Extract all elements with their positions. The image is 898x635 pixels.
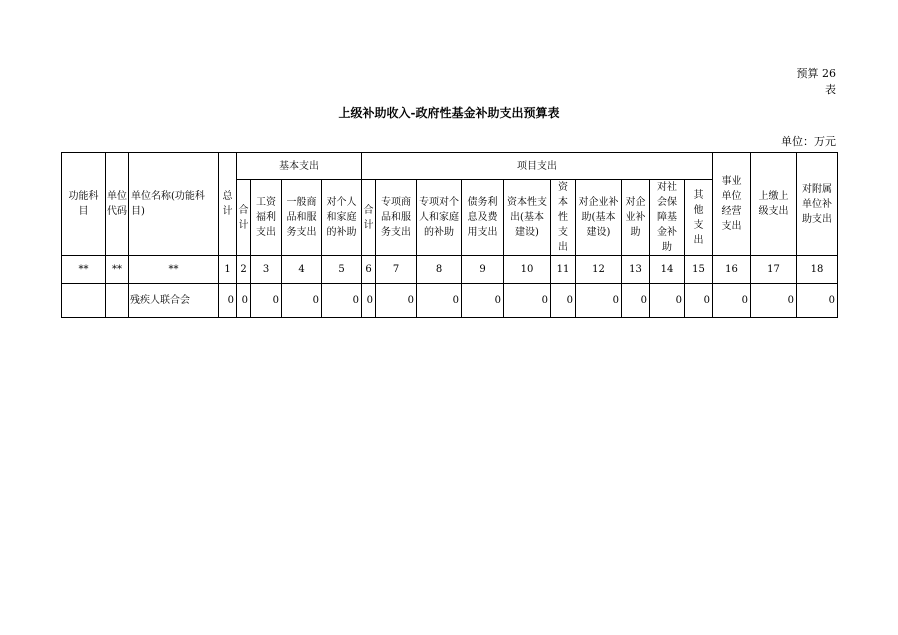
header-personal: 对个人和家庭的补助 [322,180,362,256]
value-cell: 0 [282,284,322,318]
index-cell: 2 [237,256,251,284]
value-cell: 0 [713,284,751,318]
index-cell: 12 [576,256,622,284]
value-cell: 0 [462,284,504,318]
index-cell: 4 [282,256,322,284]
index-row [62,256,838,284]
index-cell: 11 [551,256,576,284]
index-cell: 7 [376,256,417,284]
header-social: 对社会保障基金补助 [650,180,685,256]
header-project-group: 项目支出 [362,153,713,180]
header-operation: 事业单位经营支出 [713,153,751,256]
index-cell: 3 [251,256,282,284]
value-cell: 0 [251,284,282,318]
value-cell: 0 [797,284,838,318]
header-debt: 债务利息及费用支出 [462,180,504,256]
value-cell: 0 [650,284,685,318]
value-cell: 0 [219,284,237,318]
index-cell: 9 [462,256,504,284]
index-cell: 18 [797,256,838,284]
index-cell: ** [106,256,129,284]
header-func-code: 功能科目 [62,153,106,256]
value-cell: 0 [551,284,576,318]
header-unit-name: 单位名称(功能科目) [129,153,219,256]
index-cell: 13 [622,256,650,284]
value-cell: 0 [504,284,551,318]
index-cell: 5 [322,256,362,284]
value-cell: 0 [622,284,650,318]
table-row [62,284,838,318]
header-upper: 上缴上级支出 [751,153,797,256]
page-number [797,66,837,98]
value-cell: 0 [576,284,622,318]
header-wages: 工资福利支出 [251,180,282,256]
header-total: 总计 [219,153,237,256]
value-cell: 0 [362,284,376,318]
index-cell: 14 [650,256,685,284]
index-cell: ** [129,256,219,284]
data-unit-code [106,284,129,318]
header-subsidiary: 对附属单位补助支出 [797,153,838,256]
index-cell: 16 [713,256,751,284]
index-cell: 15 [685,256,713,284]
header-proj-goods: 专项商品和服务支出 [376,180,417,256]
index-cell: 8 [417,256,462,284]
index-cell: ** [62,256,106,284]
value-cell: 0 [751,284,797,318]
header-basic-sum: 合计 [237,180,251,256]
header-other: 其他支出 [685,180,713,256]
header-proj-personal: 专项对个人和家庭的补助 [417,180,462,256]
value-cell: 0 [417,284,462,318]
header-unit-code: 单位代码 [106,153,129,256]
unit-label: 单位：万元 [781,135,836,148]
index-cell: 10 [504,256,551,284]
data-unit-name: 残疾人联合会 [129,284,219,318]
index-cell: 6 [362,256,376,284]
header-capital-build: 资本性支出(基本建设) [504,180,551,256]
header-proj-sum: 合计 [362,180,376,256]
page-number-line2: 表 [825,83,836,96]
document-title: 上级补助收入-政府性基金补助支出预算表 [338,106,560,120]
value-cell: 0 [376,284,417,318]
data-func-code [62,284,106,318]
index-cell: 17 [751,256,797,284]
header-goods: 一般商品和服务支出 [282,180,322,256]
value-cell: 0 [322,284,362,318]
page-number-line1: 预算 26 [796,67,836,80]
header-row-1 [62,153,838,180]
header-capital: 资本性支出 [551,180,576,256]
value-cell: 0 [685,284,713,318]
index-cell: 1 [219,256,237,284]
header-enterprise: 对企业补助 [622,180,650,256]
value-cell: 0 [237,284,251,318]
budget-table [61,152,838,318]
header-basic-group: 基本支出 [237,153,362,180]
header-enterprise-build: 对企业补助(基本建设) [576,180,622,256]
